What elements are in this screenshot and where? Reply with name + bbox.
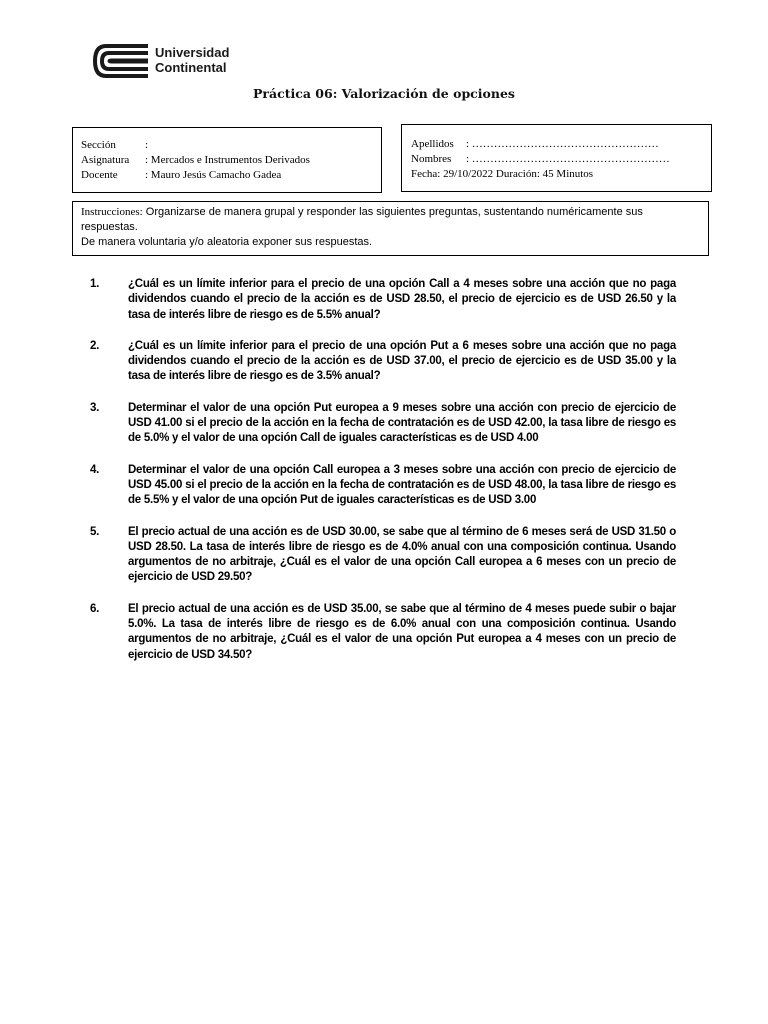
docente-row xyxy=(81,168,381,183)
asignatura-value: : Mercados e Instrumentos Derivados xyxy=(145,154,310,166)
question-text: Determinar el valor de una opción Call europea a 3 meses sobre una acción con precio de ejercicio de USD 45.00 si el precio de la acción en la fecha de contratación es de USD 48.00, la tasa libre de riesgo es de 5.5% y el valor de una opción Put de iguales características es de USD 3.00 xyxy=(128,463,676,507)
question-item xyxy=(90,401,676,447)
logo-line-1: Universidad xyxy=(155,45,230,60)
course-info-box xyxy=(72,127,382,193)
page-title: Práctica 06: Valorización de opciones xyxy=(253,86,515,101)
question-number: 2. xyxy=(90,339,100,352)
seccion-value: : xyxy=(145,139,149,151)
apellidos-value: : …………………………………………… xyxy=(466,138,659,150)
question-number: 1. xyxy=(90,278,100,290)
instructions-box xyxy=(72,201,709,256)
university-logo xyxy=(92,42,252,80)
instructions-line-1 xyxy=(81,205,700,235)
question-text: El precio actual de una acción es de USD 35.00, se sabe que al término de 4 meses puede subir o bajar 5.0%. La tasa de interés libre de riesgo es de 6.0% anual con una composición continua. Usando argumentos de no arbitraje, ¿Cuál es el valor de una opción Put europea a 4 meses con un precio de ejercicio de USD 34.50? xyxy=(128,602,676,661)
fecha-duracion: Fecha: 29/10/2022 Duración: 45 Minutos xyxy=(411,168,594,180)
nombres-row xyxy=(411,152,711,167)
seccion-row xyxy=(81,138,381,153)
student-info-box xyxy=(401,124,712,192)
question-number: 3. xyxy=(90,401,100,414)
asignatura-row xyxy=(81,153,381,168)
question-item xyxy=(90,277,676,323)
docente-label: Docente xyxy=(81,169,118,181)
instructions-text: Organizarse de manera grupal y responder las siguientes preguntas, sustentando numéricamente sus respuestas. xyxy=(81,206,643,233)
nombres-value: : ……………………………………………… xyxy=(466,153,670,165)
instructions-line-2: De manera voluntaria y/o aleatoria exponer sus respuestas. xyxy=(81,236,373,248)
nombres-label: Nombres xyxy=(411,153,452,165)
fecha-row xyxy=(411,167,711,182)
question-text: ¿Cuál es un límite inferior para el precio de una opción Call a 4 meses sobre una acción que no paga dividendos cuando el precio de la acción es de USD 28.50, el precio de ejercicio es de USD 26.50 y la tasa de interés libre de riesgo es de 5.5% anual? xyxy=(128,278,676,321)
question-item xyxy=(90,602,676,663)
logo-wordmark xyxy=(155,45,229,75)
apellidos-row xyxy=(411,137,711,152)
question-text: ¿Cuál es un límite inferior para el precio de una opción Put a 6 meses sobre una acción que no paga dividendos cuando el precio de la acción es de USD 37.00, el precio de ejercicio es de USD 35.00 y la tasa de interés libre de riesgo es de 3.5% anual? xyxy=(128,339,676,383)
questions-list xyxy=(90,277,676,679)
instructions-label: Instrucciones: xyxy=(81,206,143,218)
question-number: 5. xyxy=(90,525,100,538)
universidad-continental-logo-icon xyxy=(92,42,150,80)
seccion-label: Sección xyxy=(81,139,116,151)
question-item xyxy=(90,463,676,509)
question-item xyxy=(90,339,676,385)
logo-line-2: Continental xyxy=(155,60,227,75)
question-item xyxy=(90,525,676,586)
question-number: 4. xyxy=(90,463,100,476)
asignatura-label: Asignatura xyxy=(81,154,130,166)
question-number: 6. xyxy=(90,602,100,615)
question-text: El precio actual de una acción es de USD 30.00, se sabe que al término de 6 meses será de USD 31.50 o USD 28.50. La tasa de interés libre de riesgo es de 4.0% anual con una composición continua. Usando argumentos de no arbitraje, ¿Cuál es el valor de una opción Call europea a 6 meses con un precio de ejercicio de USD 29.50? xyxy=(128,525,676,584)
docente-value: : Mauro Jesús Camacho Gadea xyxy=(145,169,282,181)
apellidos-label: Apellidos xyxy=(411,138,454,150)
question-text: Determinar el valor de una opción Put europea a 9 meses sobre una acción con precio de ejercicio de USD 41.00 si el precio de la acción en la fecha de contratación es de USD 42.00, la tasa libre de riesgo es de 5.0% y el valor de una opción Call de iguales características es de USD 4.00 xyxy=(128,401,676,445)
